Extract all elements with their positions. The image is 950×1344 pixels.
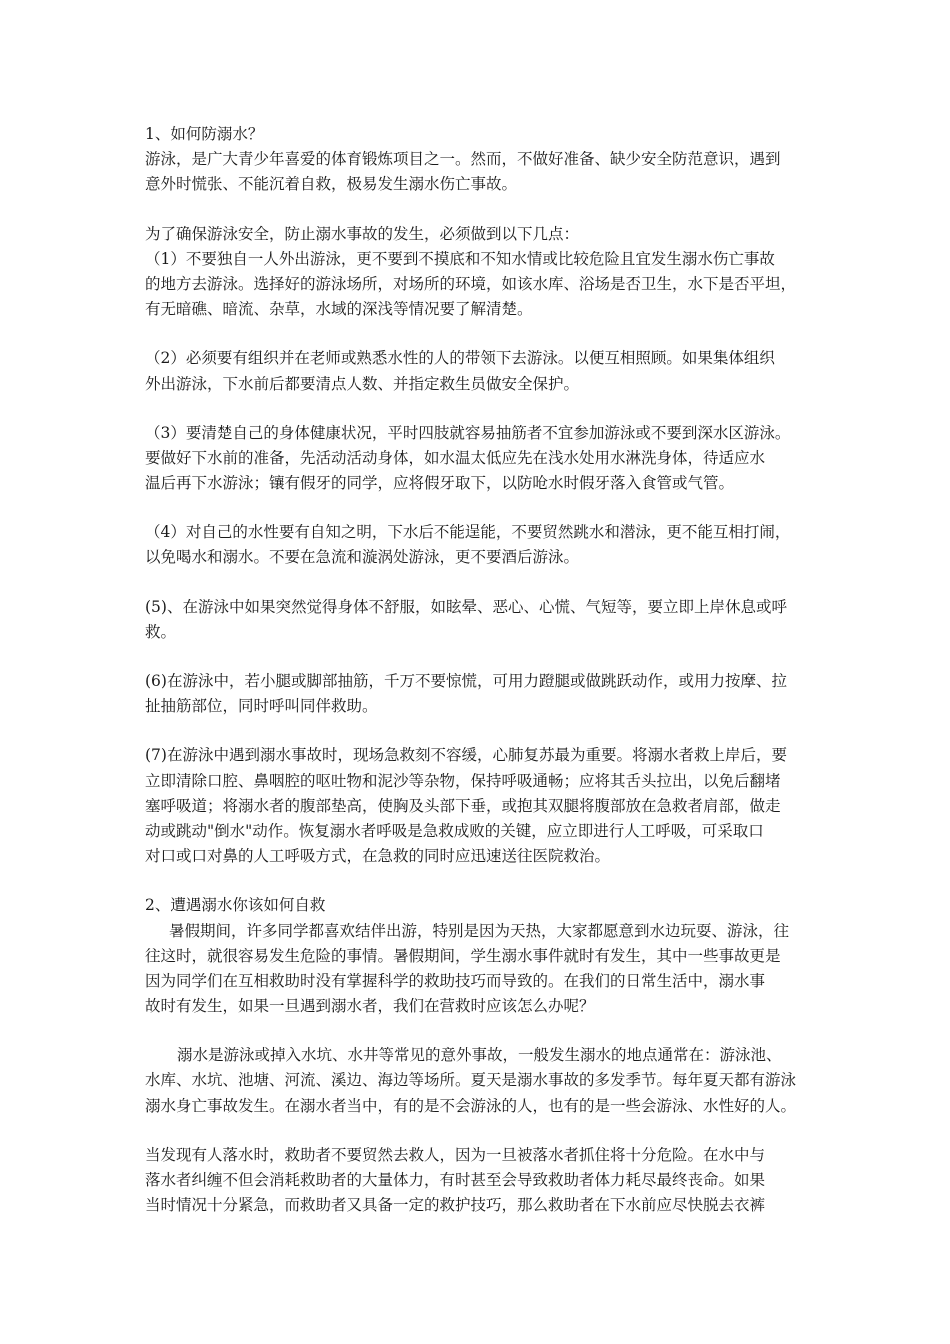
point-2-line: 外出游泳，下水前后都要清点人数、并指定救生员做安全保护。 — [145, 374, 580, 393]
section2-para2-line: 水库、水坑、池塘、河流、溪边、海边等场所。夏天是溺水事故的多发季节。每年夏天都有游泳 — [145, 1071, 797, 1090]
section2-title: 2、遭遇溺水你该如何自救 — [145, 896, 326, 915]
point-1-line: （1）不要独自一人外出游泳，更不要到不摸底和不知水情或比较危险且宜发生溺水伤亡事故 — [145, 249, 775, 268]
section2-para3-line: 当时情况十分紧急，而救助者又具备一定的救护技巧，那么救助者在下水前应尽快脱去衣裤 — [145, 1196, 766, 1215]
point-1-line: 有无暗礁、暗流、杂草，水域的深浅等情况要了解清楚。 — [145, 300, 533, 319]
point-5-line: (5)、在游泳中如果突然觉得身体不舒服，如眩晕、恶心、心慌、气短等，要立即上岸休息或呼 — [145, 597, 787, 616]
section2-para2-line: 溺水身亡事故发生。在溺水者当中，有的是不会游泳的人，也有的是一些会游泳、水性好的人。 — [145, 1096, 797, 1115]
section2-para1-line: 因为同学们在互相救助时没有掌握科学的救助技巧而导致的。在我们的日常生活中，溺水事 — [145, 971, 766, 990]
document-page — [145, 122, 825, 1218]
section2-para1-line: 暑假期间，许多同学都喜欢结伴出游，特别是因为天热，大家都愿意到水边玩耍、游泳，往 — [169, 921, 790, 940]
point-7-line: (7)在游泳中遇到溺水事故时，现场急救刻不容缓，心肺复苏最为重要。将溺水者救上岸后，要 — [145, 746, 787, 765]
point-1-line: 的地方去游泳。选择好的游泳场所，对场所的环境，如该水库、浴场是否卫生，水下是否平坦， — [145, 274, 797, 293]
point-3-line: 要做好下水前的准备，先活动活动身体，如水温太低应先在浅水处用水淋洗身体，待适应水 — [145, 448, 766, 467]
point-2-line: （2）必须要有组织并在老师或熟悉水性的人的带领下去游泳。以便互相照顾。如果集体组织 — [145, 349, 775, 368]
point-6-line: 扯抽筋部位，同时呼叫同伴救助。 — [145, 697, 378, 716]
section1-intro-line: 游泳，是广大青少年喜爱的体育锻炼项目之一。然而，不做好准备、缺少安全防范意识，遇到 — [145, 150, 781, 169]
section1-intro-line: 意外时慌张、不能沉着自救，极易发生溺水伤亡事故。 — [145, 175, 518, 194]
point-4-line: 以免喝水和溺水。不要在急流和漩涡处游泳，更不要酒后游泳。 — [145, 548, 580, 567]
point-7-line: 塞呼吸道；将溺水者的腹部垫高，使胸及头部下垂，或抱其双腿将腹部放在急救者肩部，做走 — [145, 796, 781, 815]
section1-lead: 为了确保游泳安全，防止溺水事故的发生，必须做到以下几点： — [145, 224, 580, 243]
point-6-line: (6)在游泳中，若小腿或脚部抽筋，千万不要惊慌，可用力蹬腿或做跳跃动作，或用力按摩、拉 — [145, 672, 787, 690]
point-7-line: 动或跳动"倒水"动作。恢复溺水者呼吸是急救成败的关键，应立即进行人工呼吸，可采取口 — [145, 821, 764, 840]
section2-para1-line: 故时有发生，如果一旦遇到溺水者，我们在营救时应该怎么办呢？ — [145, 997, 595, 1016]
section1-title: 1、如何防溺水？ — [145, 125, 264, 143]
section2-para3-line: 当发现有人落水时，救助者不要贸然去救人，因为一旦被落水者抓住将十分危险。在水中与 — [145, 1145, 766, 1164]
point-7-line: 对口或口对鼻的人工呼吸方式，在急救的同时应迅速送往医院救治。 — [145, 847, 611, 866]
section2-para1-line: 往这时，就很容易发生危险的事情。暑假期间，学生溺水事件就时有发生，其中一些事故更是 — [145, 946, 781, 965]
point-5-line: 救。 — [145, 622, 177, 641]
point-3-line: 温后再下水游泳；镶有假牙的同学，应将假牙取下，以防呛水时假牙落入食管或气管。 — [145, 474, 735, 493]
point-3-line: （3）要清楚自己的身体健康状况，平时四肢就容易抽筋者不宜参加游泳或不要到深水区游泳。 — [145, 423, 791, 442]
point-7-line: 立即清除口腔、鼻咽腔的呕吐物和泥沙等杂物，保持呼吸通畅；应将其舌头拉出，以免后翻堵 — [145, 771, 781, 790]
point-4-line: （4）对自己的水性要有自知之明，下水后不能逞能，不要贸然跳水和潜泳，更不能互相打闹， — [145, 523, 791, 542]
section2-para3-line: 落水者纠缠不但会消耗救助者的大量体力，有时甚至会导致救助者体力耗尽最终丧命。如果 — [145, 1171, 766, 1189]
section2-para2-line: 溺水是游泳或掉入水坑、水井等常见的意外事故，一般发生溺水的地点通常在：游泳池、 — [177, 1046, 782, 1065]
